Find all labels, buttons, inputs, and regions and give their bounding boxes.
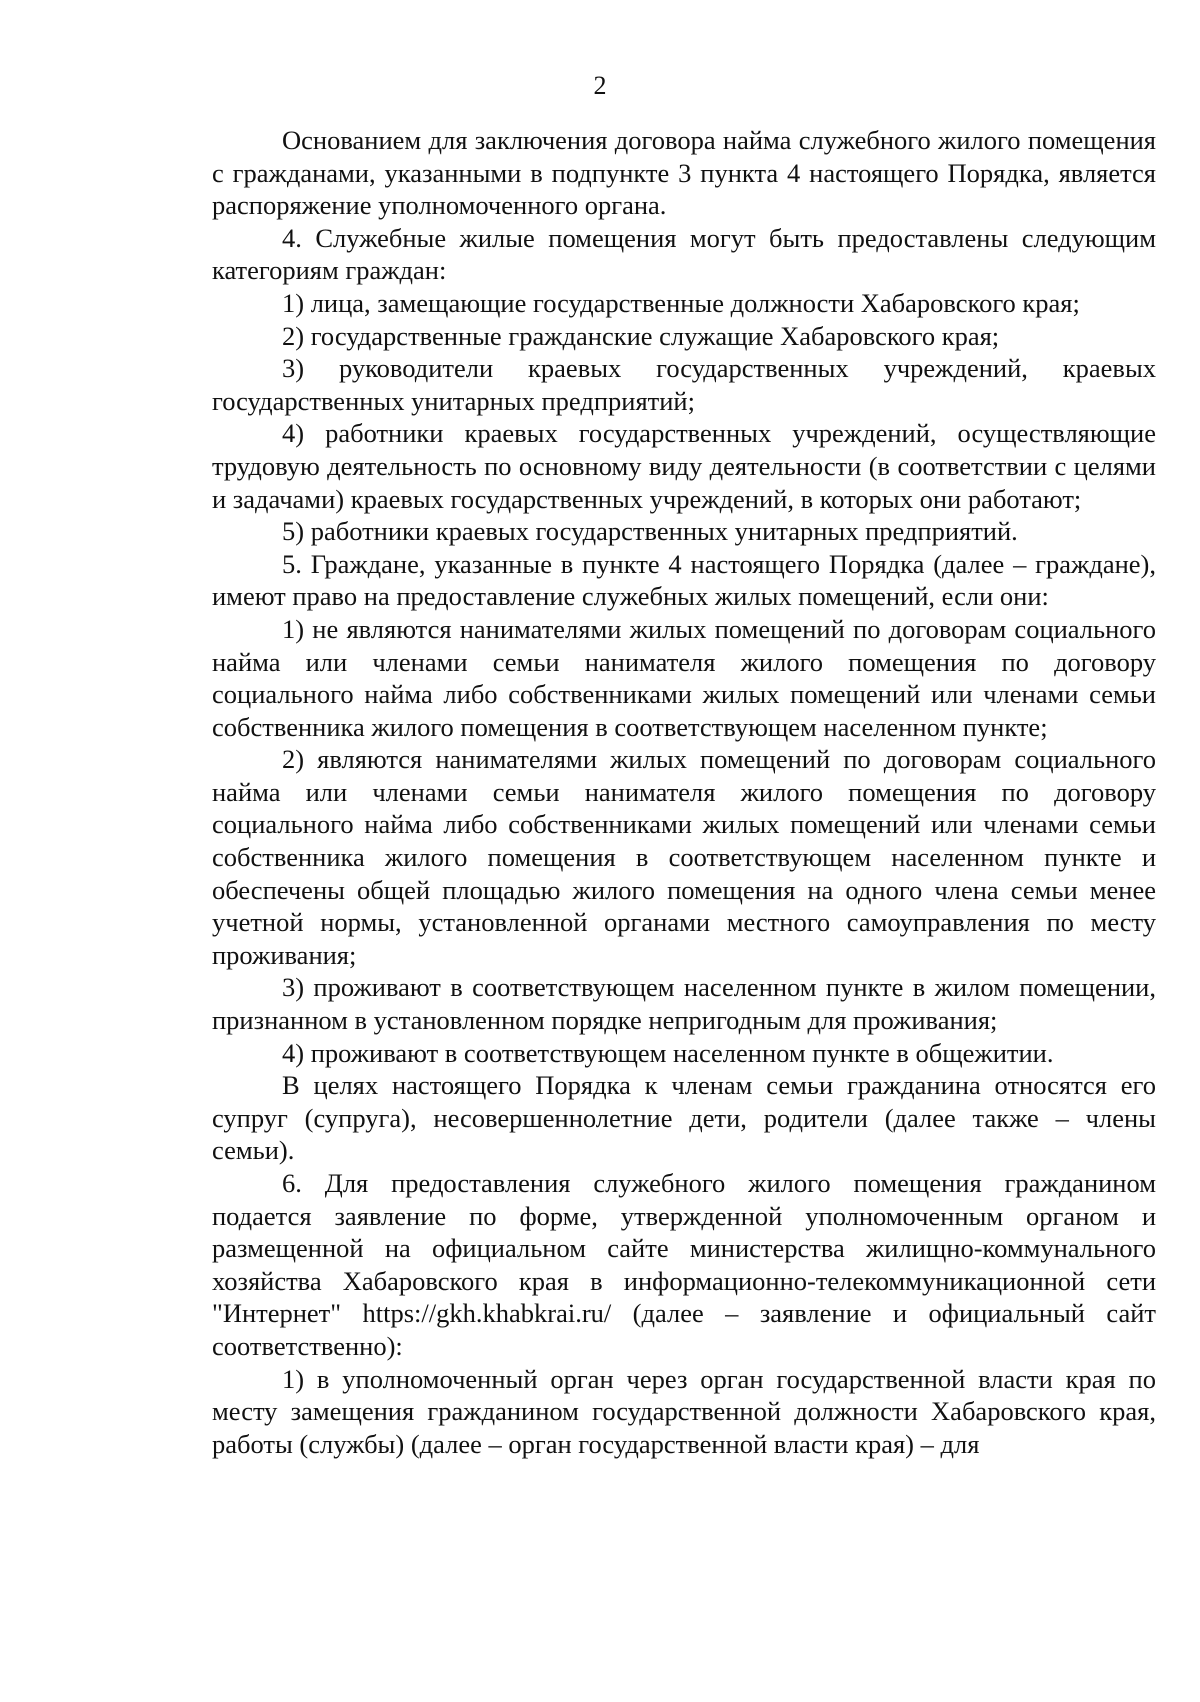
subitem-4-5: 5) работники краевых государственных унитарных предприятий. bbox=[282, 516, 1018, 547]
subitem-5-1: 1) не являются нанимателями жилых помещений по договорам социального найма или членами семьи нанимателя жилого помещения по договору социального найма либо собственниками жилых помещений или членами семьи собственника жилого помещения в соответствующем населенном пункте; bbox=[212, 613, 1156, 742]
paragraph-item-5: 5. Граждане, указанные в пункте 4 настоящего Порядка (далее – граждане), имеют право на предоставление служебных жилых помещений, если они: bbox=[212, 548, 1156, 612]
paragraph-item-4: 4. Служебные жилые помещения могут быть предоставлены следующим категориям граждан: bbox=[212, 222, 1156, 286]
paragraph-family-members: В целях настоящего Порядка к членам семьи гражданина относятся его супруг (супруга), несовершеннолетние дети, родители (далее также – члены семьи). bbox=[212, 1070, 1156, 1166]
paragraph-item-6: 6. Для предоставления служебного жилого помещения гражданином подается заявление по форме, утвержденной уполномоченным органом и размещенной на официальном сайте министерства жилищно-коммунального хозяйства Хабаровского края в информационно-телекоммуникационной сети "Интернет" https://gkh.khabkrai.ru/ (далее – заявление и официальный сайт соответственно): bbox=[212, 1168, 1156, 1361]
paragraph-basis: Основанием для заключения договора найма служебного жилого помещения с гражданами, указанными в подпункте 3 пункта 4 настоящего Порядка, является распоряжение уполномоченного органа. bbox=[212, 125, 1156, 221]
document-body bbox=[212, 124, 1156, 1460]
subitem-4-1: 1) лица, замещающие государственные должности Хабаровского края; bbox=[282, 287, 1080, 318]
page-number: 2 bbox=[593, 71, 607, 100]
subitem-4-4: 4) работники краевых государственных учреждений, осуществляющие трудовую деятельность по основному виду деятельности (в соответствии с целями и задачами) краевых государственных учреждений, в которых они работают; bbox=[212, 418, 1156, 514]
subitem-4-2: 2) государственные гражданские служащие Хабаровского края; bbox=[282, 320, 1000, 351]
subitem-6-1: 1) в уполномоченный орган через орган государственной власти края по месту замещения гражданином государственной должности Хабаровского края, работы (службы) (далее – орган государственной власти края) – для bbox=[212, 1363, 1156, 1459]
subitem-5-4: 4) проживают в соответствующем населенном пункте в общежитии. bbox=[282, 1037, 1054, 1068]
subitem-5-3: 3) проживают в соответствующем населенном пункте в жилом помещении, признанном в установленном порядке непригодным для проживания; bbox=[212, 972, 1156, 1036]
subitem-4-3: 3) руководители краевых государственных учреждений, краевых государственных унитарных предприятий; bbox=[212, 353, 1156, 416]
subitem-5-2: 2) являются нанимателями жилых помещений по договорам социального найма или членами семьи нанимателя жилого помещения по договору социального найма либо собственниками жилых помещений или членами семьи собственника жилого помещения в соответствующем населенном пункте и обеспечены общей площадью жилого помещения на одного члена семьи менее учетной нормы, установленной органами местного самоуправления по месту проживания; bbox=[212, 744, 1156, 970]
